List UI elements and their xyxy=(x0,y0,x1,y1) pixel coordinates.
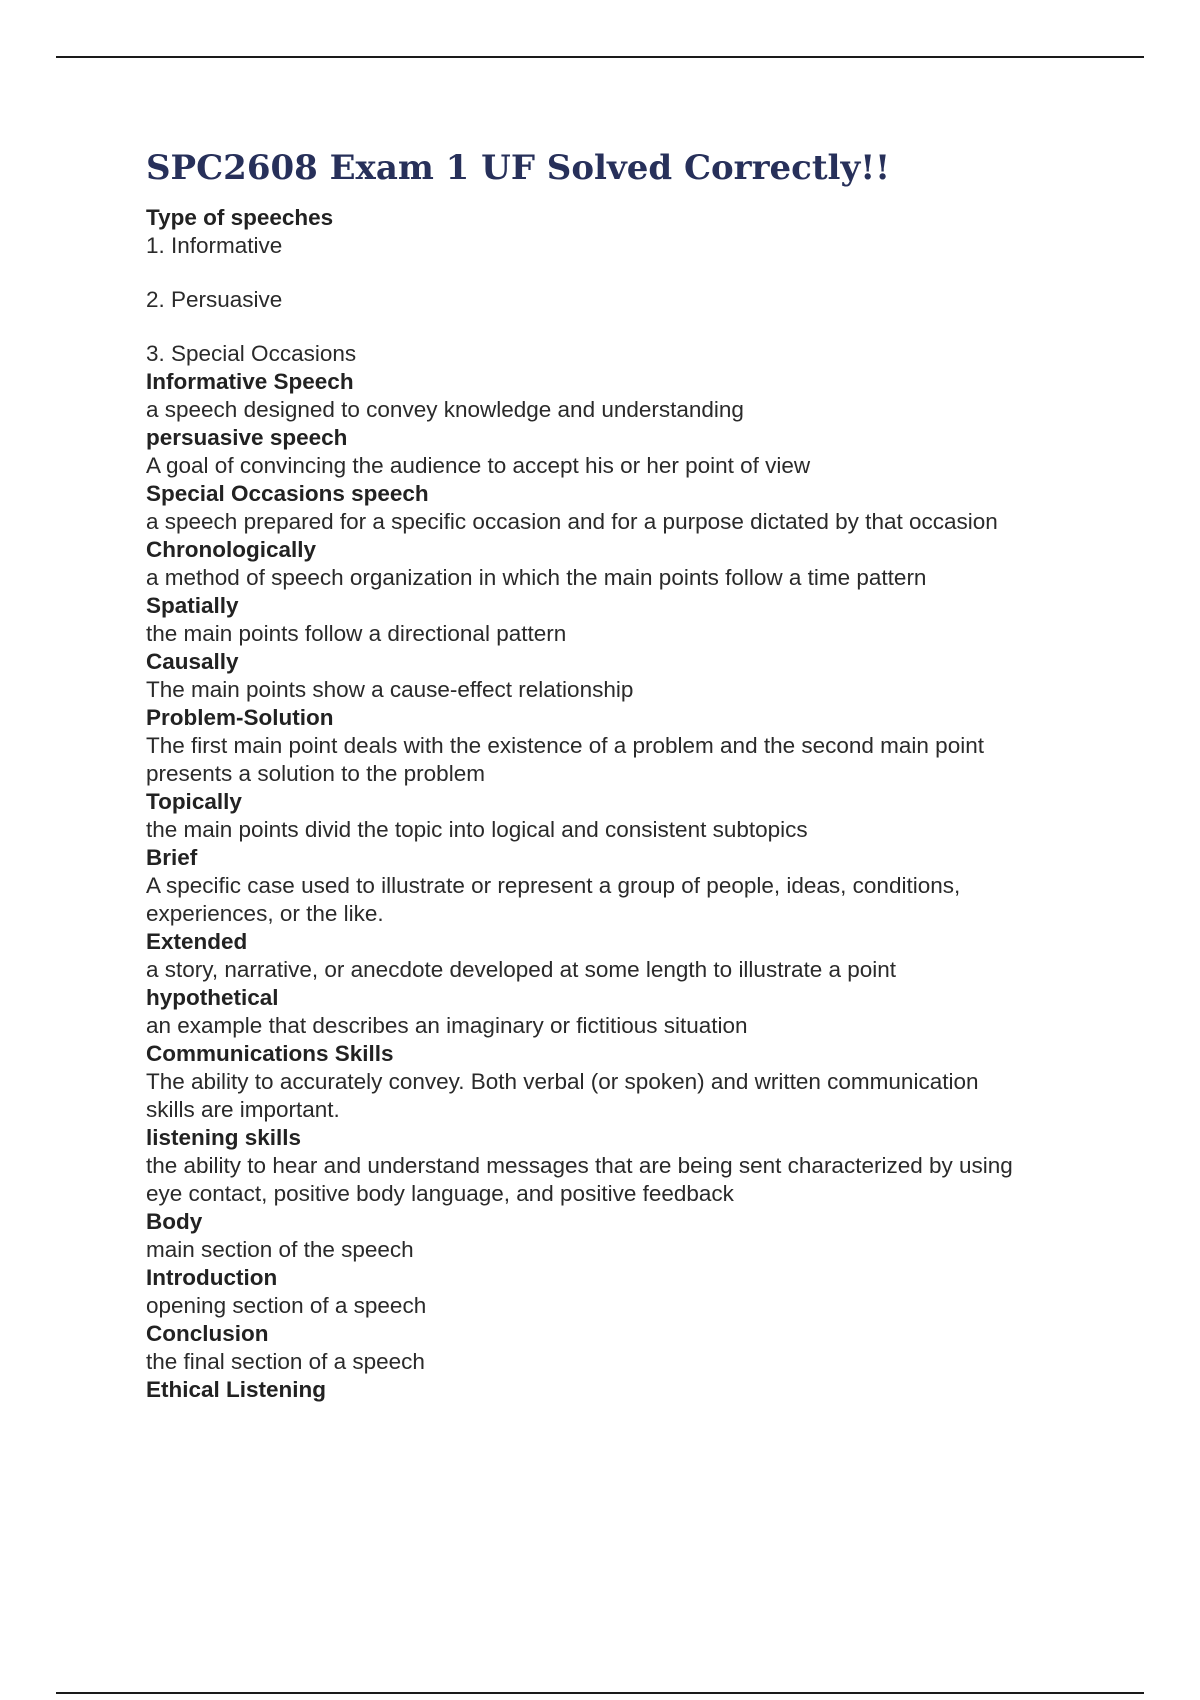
term-heading: Ethical Listening xyxy=(146,1377,327,1402)
term-definition: The main points show a cause-effect relationship xyxy=(146,677,634,702)
term-heading: listening skills xyxy=(146,1125,302,1150)
spacer xyxy=(146,314,1106,340)
term-heading: Communications Skills xyxy=(146,1041,394,1066)
list-item: 3. Special Occasions xyxy=(146,341,357,366)
term-definition: presents a solution to the problem xyxy=(146,761,485,786)
term-heading: Conclusion xyxy=(146,1321,269,1346)
term-heading: Problem-Solution xyxy=(146,705,334,730)
term-definition: A goal of convincing the audience to accept his or her point of view xyxy=(146,453,811,478)
term-definition: The first main point deals with the existence of a problem and the second main point xyxy=(146,733,984,758)
term-definition: eye contact, positive body language, and positive feedback xyxy=(146,1181,734,1206)
term-heading: Causally xyxy=(146,649,239,674)
document-page xyxy=(146,146,1106,1404)
list-item: 1. Informative xyxy=(146,233,283,258)
term-definition: a speech designed to convey knowledge and understanding xyxy=(146,397,744,422)
term-definition: experiences, or the like. xyxy=(146,901,384,926)
term-heading: Introduction xyxy=(146,1265,278,1290)
term-heading: Spatially xyxy=(146,593,239,618)
term-definition: a speech prepared for a specific occasion and for a purpose dictated by that occasion xyxy=(146,509,998,534)
term-heading: persuasive speech xyxy=(146,425,348,450)
term-definition: the ability to hear and understand messages that are being sent characterized by using xyxy=(146,1153,1013,1178)
list-item: 2. Persuasive xyxy=(146,287,283,312)
bottom-rule xyxy=(56,1692,1144,1694)
term-definition: an example that describes an imaginary or fictitious situation xyxy=(146,1013,748,1038)
term-definition: the final section of a speech xyxy=(146,1349,425,1374)
spacer xyxy=(146,260,1106,286)
term-definition: skills are important. xyxy=(146,1097,340,1122)
term-heading: Type of speeches xyxy=(146,205,334,230)
document-title: SPC2608 Exam 1 UF Solved Correctly!! xyxy=(146,148,891,188)
term-definition: a story, narrative, or anecdote developed at some length to illustrate a point xyxy=(146,957,897,982)
study-list xyxy=(146,204,1106,1404)
term-heading: Extended xyxy=(146,929,248,954)
top-rule xyxy=(56,56,1144,58)
term-heading: Special Occasions speech xyxy=(146,481,429,506)
term-definition: a method of speech organization in which the main points follow a time pattern xyxy=(146,565,927,590)
term-definition: the main points divid the topic into logical and consistent subtopics xyxy=(146,817,808,842)
term-heading: Informative Speech xyxy=(146,369,354,394)
term-definition: A specific case used to illustrate or represent a group of people, ideas, conditions, xyxy=(146,873,961,898)
term-heading: Topically xyxy=(146,789,242,814)
term-definition: main section of the speech xyxy=(146,1237,414,1262)
term-heading: Brief xyxy=(146,845,198,870)
term-heading: Body xyxy=(146,1209,203,1234)
term-definition: opening section of a speech xyxy=(146,1293,427,1318)
term-definition: The ability to accurately convey. Both verbal (or spoken) and written communication xyxy=(146,1069,979,1094)
term-definition: the main points follow a directional pattern xyxy=(146,621,567,646)
term-heading: hypothetical xyxy=(146,985,279,1010)
term-heading: Chronologically xyxy=(146,537,317,562)
